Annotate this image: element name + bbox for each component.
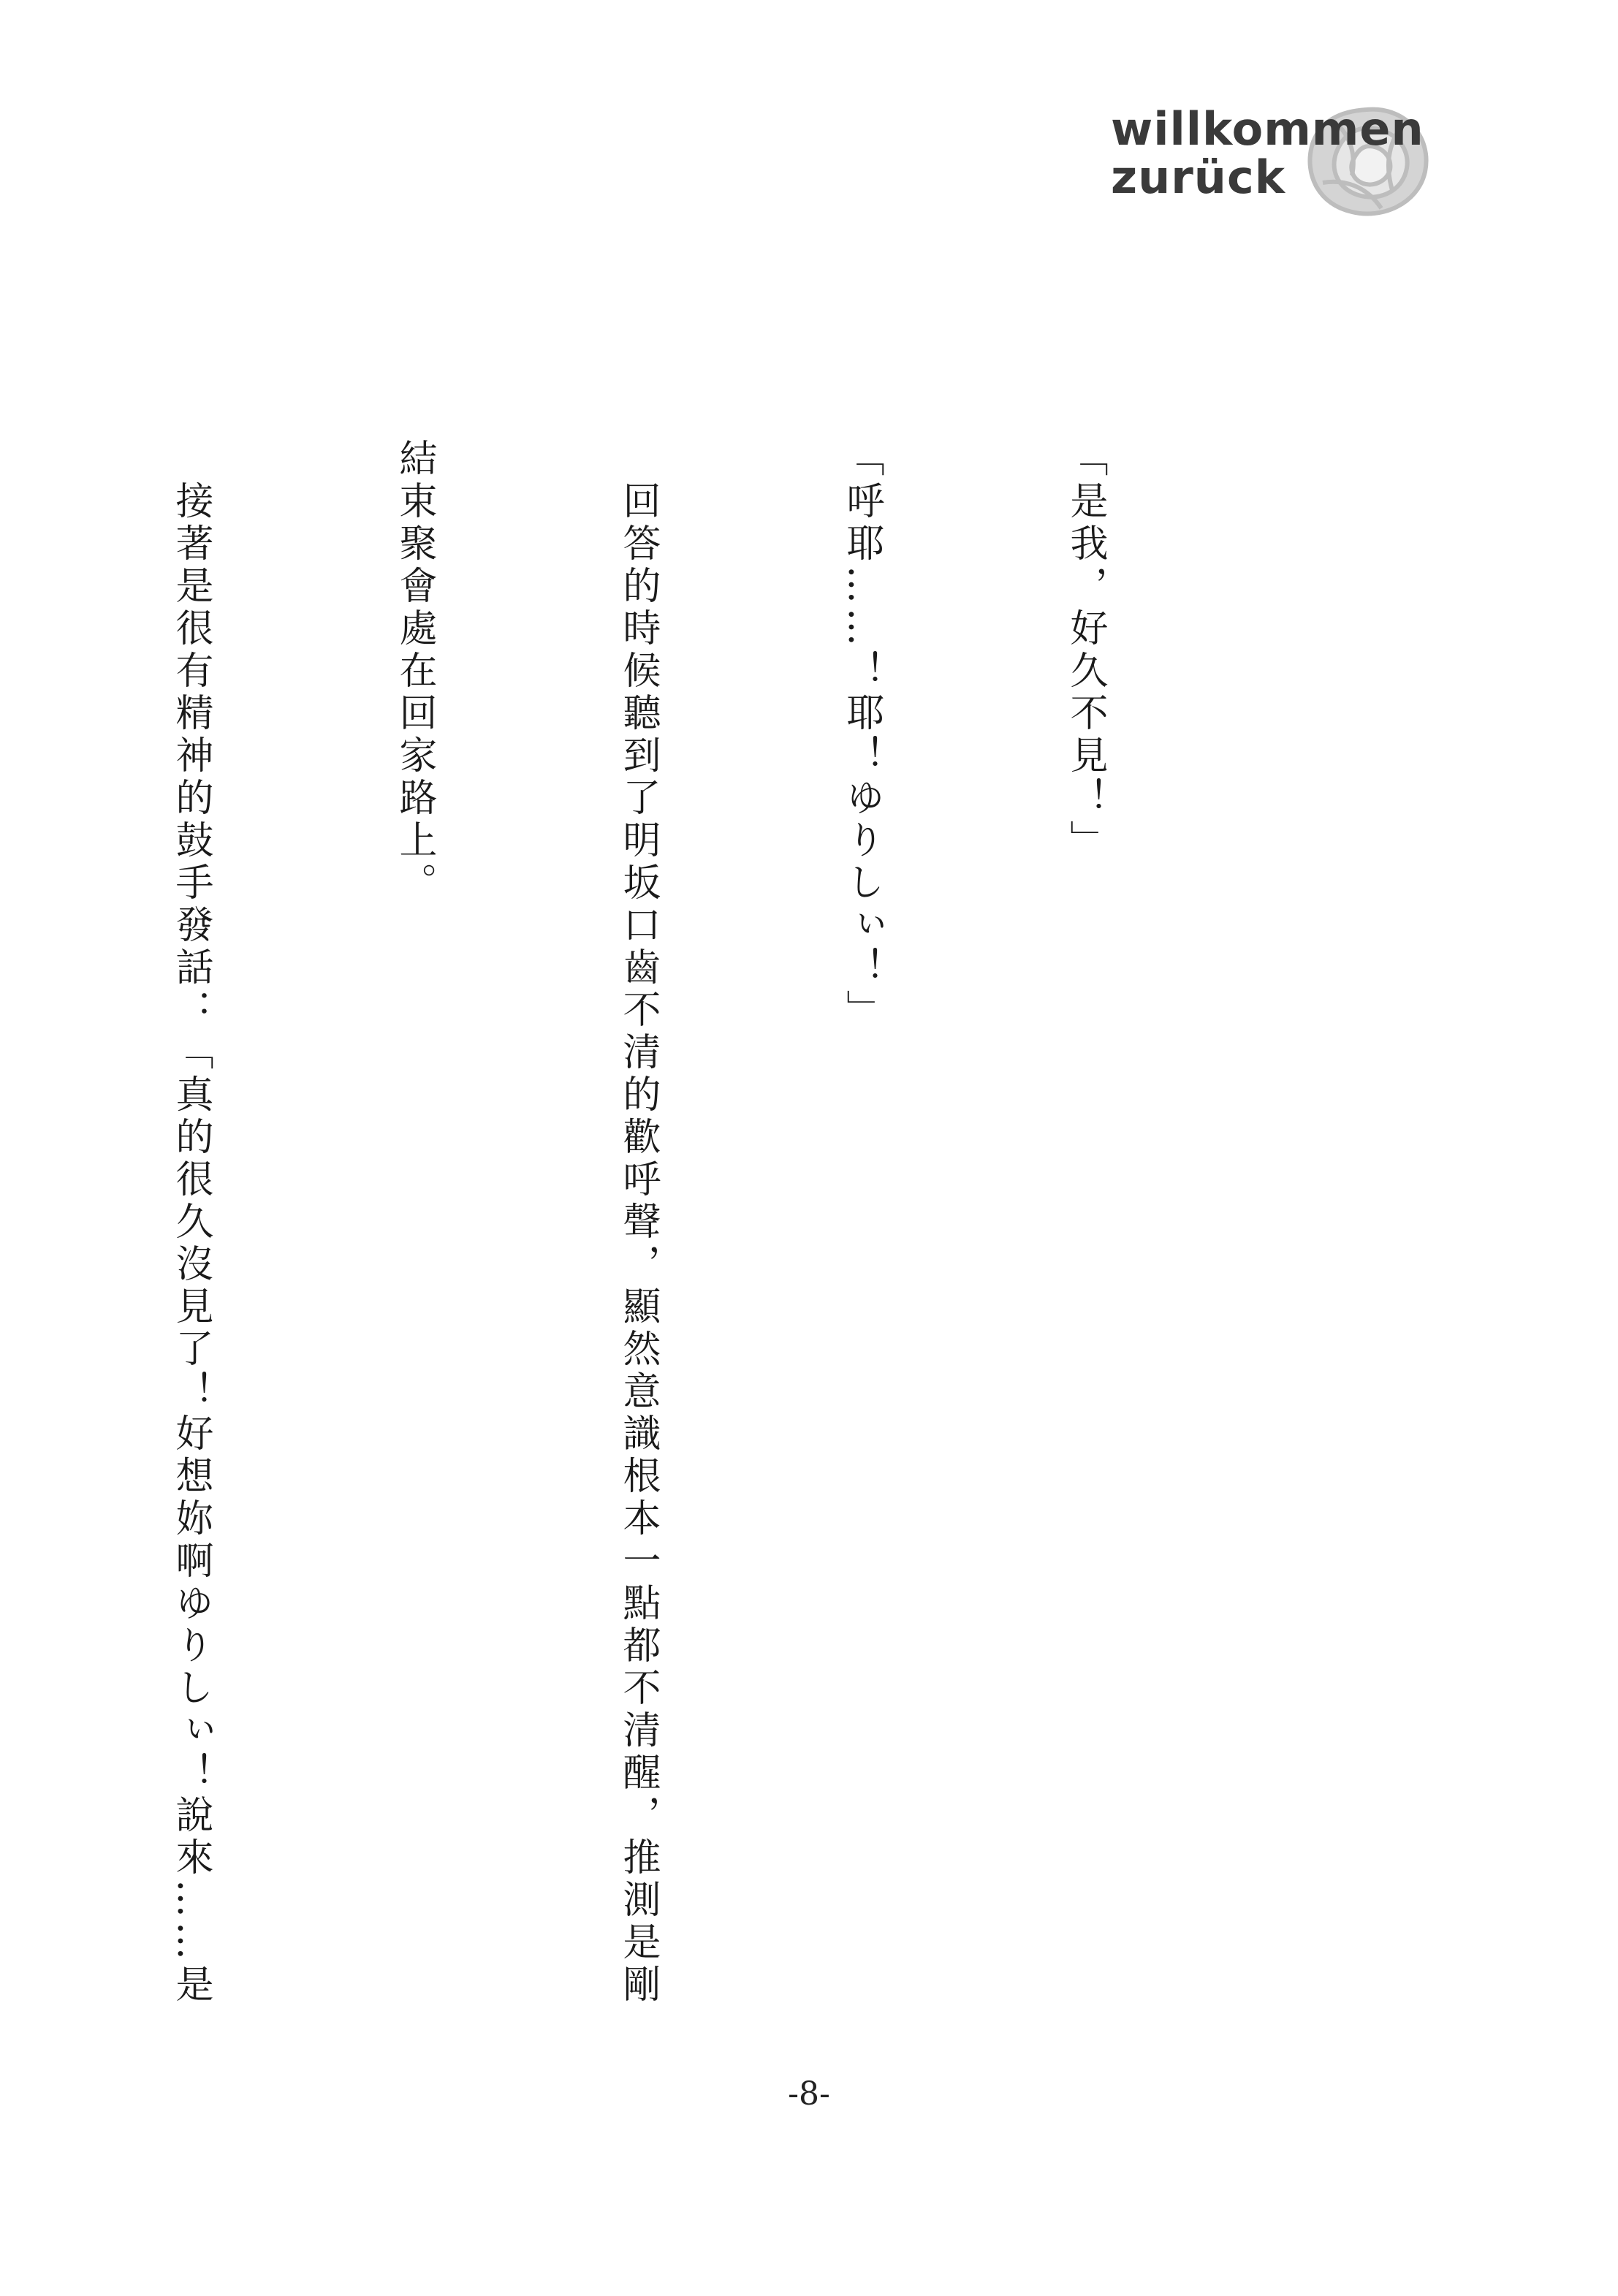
paragraph-line: 結束聚會處在回家路上。: [392, 438, 436, 905]
logo-line-1: willkommen: [1111, 102, 1424, 156]
paragraph-line: [0, 438, 4, 2002]
vertical-text-body: [169, 438, 1272, 2007]
header-logo: [1111, 95, 1447, 227]
page-number: -8-: [788, 2075, 830, 2113]
logo-wordmark: [1111, 102, 1424, 204]
paragraph-line: 接著是很有精神的鼓手發話：「真的很久沒見了！好想妳啊ゆりしぃ！說來……是: [169, 438, 213, 2007]
paragraph-line: 「是我，好久不見！」: [1063, 438, 1107, 862]
logo-line-2: zurück: [1111, 151, 1285, 204]
paragraph-line: 「呼耶……！耶！ゆりしぃ！」: [840, 438, 884, 1032]
paragraph-line: 回答的時候聽到了明坂口齒不清的歡呼聲，顯然意識根本一點都不清醒，推測是剛: [616, 438, 660, 2007]
